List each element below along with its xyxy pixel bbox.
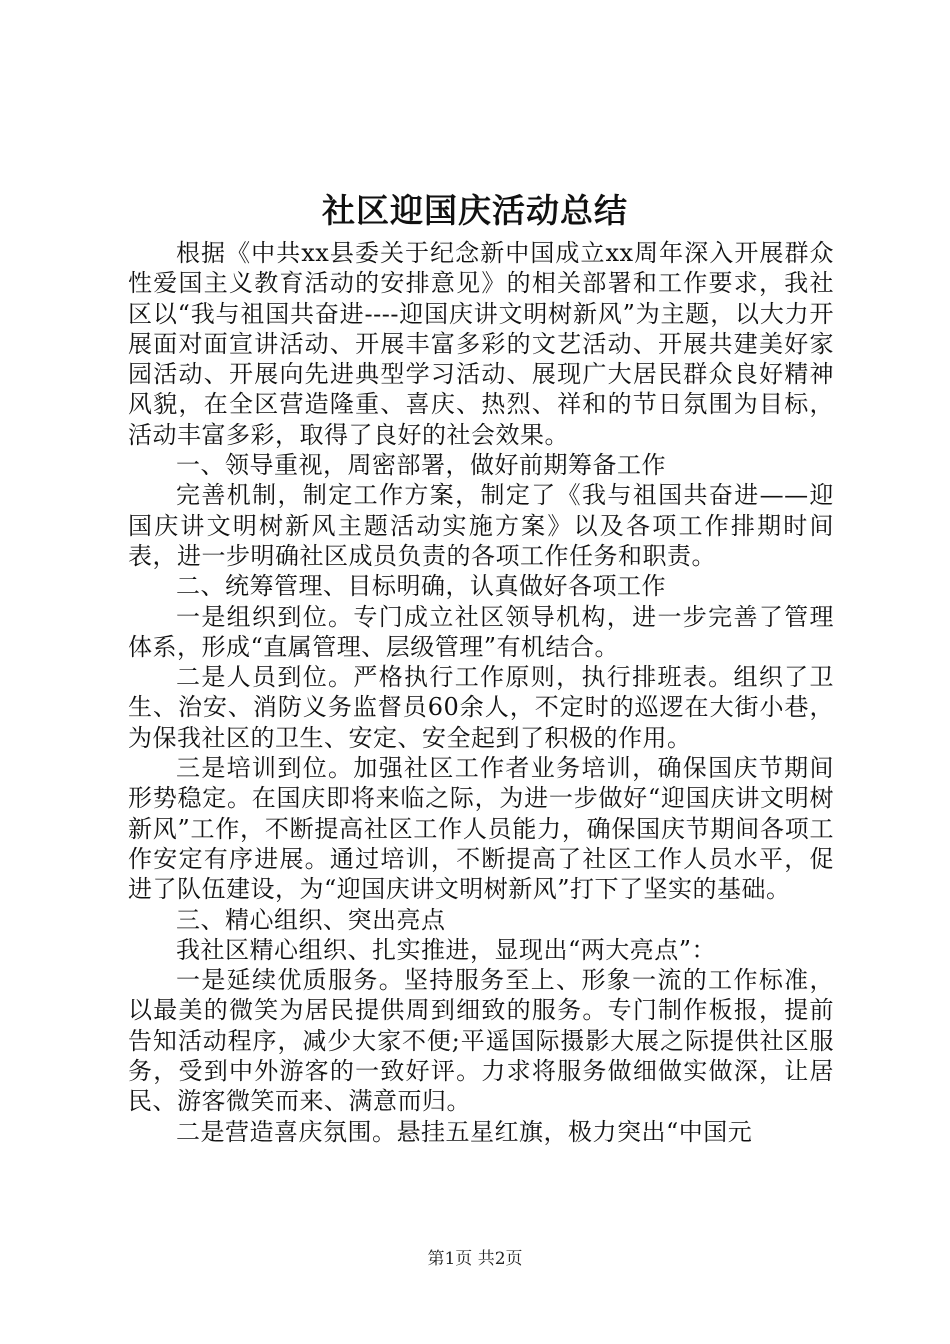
paragraph-mechanism: 完善机制，制定工作方案，制定了《我与祖国共奋进——迎国庆讲文明树新风主题活动实施方案》以及各项工作排期时间表，进一步明确社区成员负责的各项工作任务和职责。 <box>128 481 834 570</box>
section-heading-2: 二、统筹管理、目标明确，认真做好各项工作 <box>176 572 666 601</box>
page-footer: 第1页 共2页 <box>427 1249 523 1269</box>
paragraph-service: 一是延续优质服务。坚持服务至上、形象一流的工作标准，以最美的微笑为居民提供周到细致的服务。专门制作板报，提前告知活动程序，减少大家不便;平遥国际摄影大展之际提供社区服务，受到中外游客的一致好评。力求将服务做细做实做深，让居民、游客微笑而来、满意而归。 <box>128 966 834 1116</box>
document-title: 社区迎国庆活动总结 <box>322 191 628 230</box>
paragraph-highlights-intro: 我社区精心组织、扎实推进，显现出“两大亮点”： <box>176 935 717 964</box>
paragraph-training: 三是培训到位。加强社区工作者业务培训，确保国庆节期间形势稳定。在国庆即将来临之际，为进一步做好“迎国庆讲文明树新风”工作，不断提高社区工作人员能力，确保国庆节期间各项工作安定有序进展。通过培训，不断提高了社区工作人员水平，促进了队伍建设，为“迎国庆讲文明树新风”打下了坚实的基础。 <box>128 754 834 904</box>
paragraph-organization: 一是组织到位。专门成立社区领导机构，进一步完善了管理体系，形成“直属管理、层级管理”有机结合。 <box>128 602 834 661</box>
document-body <box>128 238 834 1147</box>
paragraph-personnel: 二是人员到位。严格执行工作原则，执行排班表。组织了卫生、治安、消防义务监督员60余人，不定时的巡逻在大街小巷，为保我社区的卫生、安定、安全起到了积极的作用。 <box>128 663 834 752</box>
section-heading-1: 一、领导重视，周密部署，做好前期筹备工作 <box>176 451 666 480</box>
paragraph-atmosphere: 二是营造喜庆氛围。悬挂五星红旗，极力突出“中国元 <box>176 1117 753 1146</box>
section-heading-3: 三、精心组织、突出亮点 <box>176 905 446 934</box>
paragraph-intro: 根据《中共xx县委关于纪念新中国成立xx周年深入开展群众性爱国主义教育活动的安排意见》的相关部署和工作要求，我社区以“我与祖国共奋进----迎国庆讲文明树新风”为主题，以大力开展面对面宣讲活动、开展丰富多彩的文艺活动、开展共建美好家园活动、开展向先进典型学习活动、展现广大居民群众良好精神风貌，在全区营造隆重、喜庆、热烈、祥和的节日氛围为目标，活动丰富多彩，取得了良好的社会效果。 <box>128 239 834 449</box>
